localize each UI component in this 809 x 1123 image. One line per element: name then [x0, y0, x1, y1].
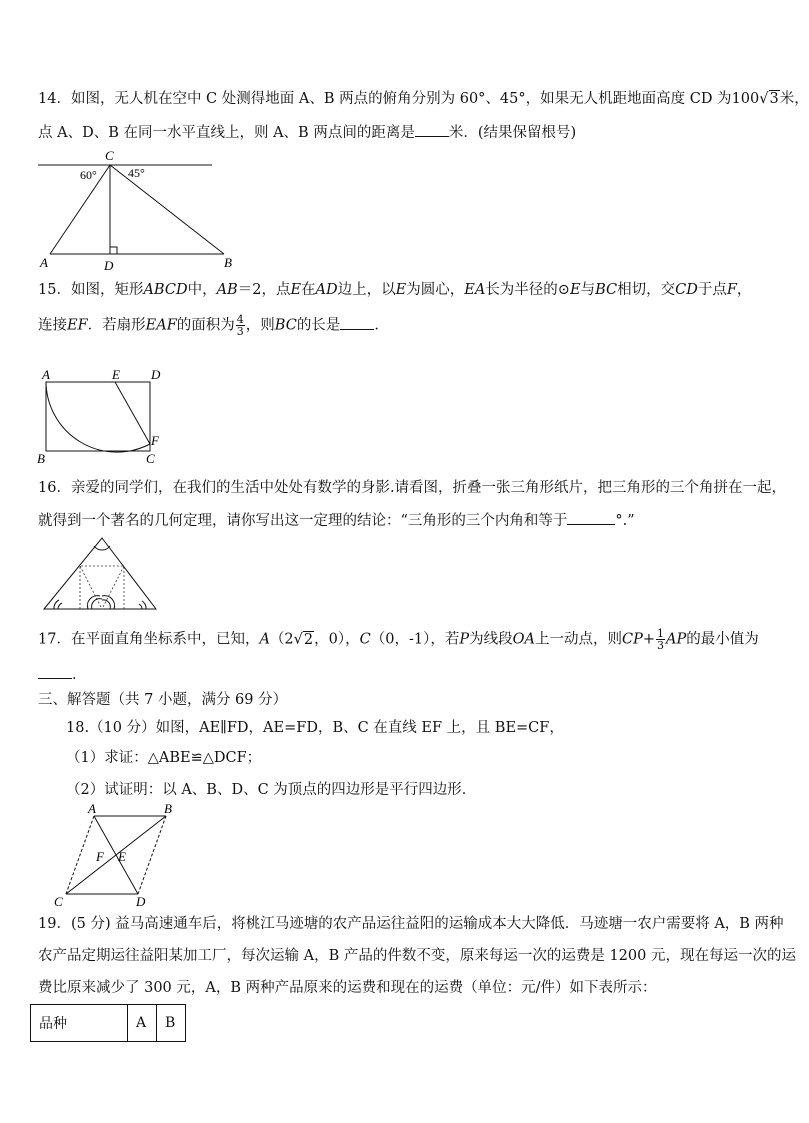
section-3-heading: 三、解答题（共 7 小题，满分 69 分） [38, 692, 288, 708]
q18-label-d: D [136, 894, 146, 909]
q15-line-1: 15．如图，矩形ABCD中，AB＝2，点E在AD边上，以E为圆心，EA长为半径的⊙E与BC相切，交CD于点F， [38, 282, 752, 298]
q15-label-d: D [151, 367, 161, 382]
q18-label-f: F [96, 849, 104, 864]
q15-label-f: F [151, 433, 159, 448]
q18-figure [52, 802, 182, 908]
q18-label-e: E [118, 849, 126, 864]
q14-angle-60: 60° [80, 168, 97, 182]
answer-blank [415, 122, 449, 137]
q17-line-1: 17．在平面直角坐标系中，已知，A（2√2，0），C（0，-1），若P为线段OA上一动点，则CP+ $\frac{1}{3}$ AP的最小值为 [38, 627, 759, 652]
q15-label-b: B [37, 451, 45, 466]
q18-line-3: （2）试证明：以 A、B、D、C 为顶点的四边形是平行四边形． [66, 782, 477, 798]
q18-label-b: B [164, 801, 172, 816]
answer-blank [38, 664, 72, 679]
q15-figure [34, 366, 174, 471]
q14-angle-45: 45° [128, 166, 145, 180]
q19-freight-table [30, 1004, 186, 1042]
answer-blank [567, 510, 615, 525]
answer-blank [340, 315, 374, 330]
q14-label-d: D [104, 258, 114, 273]
q16-line-1: 16．亲爱的同学们，在我们的生活中处处有数学的身影.请看图，折叠一张三角形纸片，把三角形的三个角拼在一起， [38, 480, 787, 496]
q14-label-c: C [105, 148, 114, 163]
q19-line-1: 19．(5 分) 益马高速通车后，将桃江马迹塘的农产品运往益阳的运输成本大大降低．马迹塘一农户需要将 A，B 两种 [38, 916, 784, 932]
q18-label-a: A [88, 801, 96, 816]
q15-label-a: A [42, 367, 50, 382]
q16-line-2: 就得到一个著名的几何定理，请你写出这一定理的结论：“三角形的三个内角和等于 °.” [38, 510, 635, 531]
q14-label-b: B [224, 255, 232, 270]
q17-fraction: $\frac{1}{3}$ [657, 627, 664, 652]
q18-line-1: 18.（10 分）如图，AE∥FD，AE=FD，B、C 在直线 EF 上，且 BE=CF， [66, 720, 564, 736]
table-header-cell: A [128, 1005, 157, 1042]
q14-figure [34, 146, 232, 276]
q18-label-c: C [54, 894, 63, 909]
q14-line-1: 14．如图，无人机在空中 C 处测得地面 A、B 两点的俯角分别为 60°、45°，如果无人机距地面高度 CD 为100√3米， [38, 91, 809, 107]
table-row [31, 1005, 186, 1042]
q15-label-e: E [112, 367, 120, 382]
q14-height-value: 100√3 [731, 91, 779, 107]
q19-line-2: 农产品定期运往益阳某加工厂，每次运输 A，B 产品的件数不变，原来每运一次的运费是 1200 元，现在每运一次的运 [38, 948, 796, 964]
q16-folded-triangle-figure [40, 534, 160, 612]
q14-label-a: A [40, 255, 48, 270]
q19-line-3: 费比原来减少了 300 元，A，B 两种产品原来的运费和现在的运费（单位：元/件）如下表所示： [38, 980, 657, 996]
table-header-cell: B [157, 1005, 186, 1042]
q15-label-c: C [146, 451, 155, 466]
table-header-cell: 品种 [31, 1005, 128, 1042]
q17-line-2: ． [38, 664, 87, 685]
q15-area-fraction: $\frac{4}{3}$ [236, 313, 244, 338]
q14-line-2: 点 A、D、B 在同一水平直线上，则 A、B 两点间的距离是 米．(结果保留根号) [38, 122, 576, 143]
q18-line-2: （1）求证：△ABE≌△DCF； [66, 750, 262, 766]
q15-line-2: 连接EF．若扇形EAF的面积为 $\frac{4}{3}$ ，则BC的长是 ． [38, 313, 389, 338]
